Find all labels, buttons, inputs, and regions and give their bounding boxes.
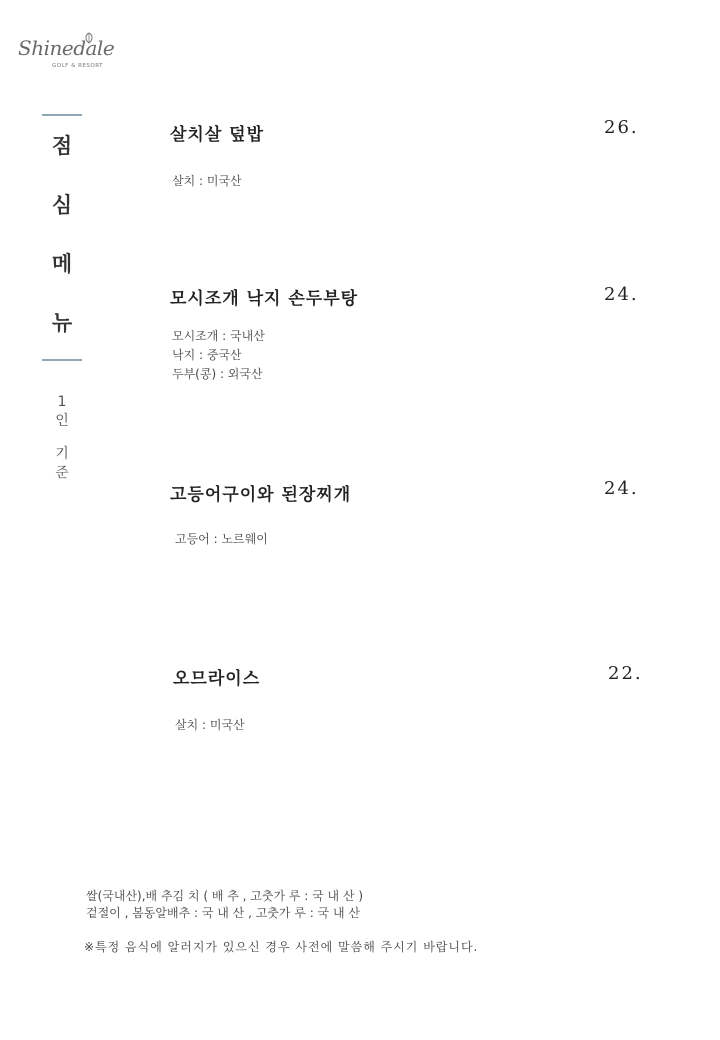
origin-line: 살치 : 미국산	[172, 174, 242, 188]
footer-line: 겉절이 , 봄동알배추 : 국 내 산 , 고춧가 루 : 국 내 산	[86, 906, 360, 920]
origin-line: 낙지 : 중국산	[172, 348, 242, 362]
leaf-icon	[84, 32, 94, 44]
allergy-notice: ※특정 음식에 알러지가 있으신 경우 사전에 말씀해 주시기 바랍니다.	[84, 940, 479, 954]
serving-note	[42, 393, 82, 483]
menu-item-name: 모시조개 낙지 손두부탕	[170, 289, 359, 309]
origin-line: 살치 : 미국산	[175, 718, 245, 732]
footer-origin	[86, 888, 363, 922]
origin-line: 두부(콩) : 외국산	[172, 367, 263, 381]
menu-item-origin	[172, 327, 265, 384]
brand-name: Shinedale	[18, 36, 115, 60]
side-title-char: 점	[51, 134, 73, 158]
side-title	[40, 126, 84, 362]
side-divider-bottom	[42, 359, 82, 361]
menu-item-price: 22.	[608, 663, 643, 684]
origin-line: 모시조개 : 국내산	[172, 329, 265, 343]
menu-item-name: 살치살 덮밥	[170, 125, 265, 145]
brand-sub: GOLF & RESORT	[52, 63, 104, 69]
footer-line: 쌀(국내산),배 추김 치 ( 배 추 , 고춧가 루 : 국 내 산 )	[86, 889, 364, 903]
menu-item-origin	[175, 716, 245, 735]
serving-char: 1	[57, 394, 67, 410]
origin-line: 고등어 : 노르웨이	[175, 532, 268, 546]
side-title-char: 뉴	[51, 311, 73, 335]
menu-item-origin	[172, 172, 242, 191]
menu-item-origin	[175, 530, 268, 549]
menu-item-price: 26.	[604, 117, 639, 138]
side-title-char: 메	[51, 252, 73, 276]
menu-item-price: 24.	[604, 284, 639, 305]
serving-char: 기	[55, 446, 69, 462]
menu-item-name: 고등어구이와 된장찌개	[170, 485, 352, 505]
serving-char: 준	[55, 465, 69, 481]
menu-item-name: 오므라이스	[173, 669, 261, 689]
serving-char: 인	[55, 413, 69, 429]
brand-logo	[18, 36, 115, 76]
side-title-char: 심	[51, 193, 73, 217]
menu-item-price: 24.	[604, 478, 639, 499]
side-divider-top	[42, 114, 82, 116]
